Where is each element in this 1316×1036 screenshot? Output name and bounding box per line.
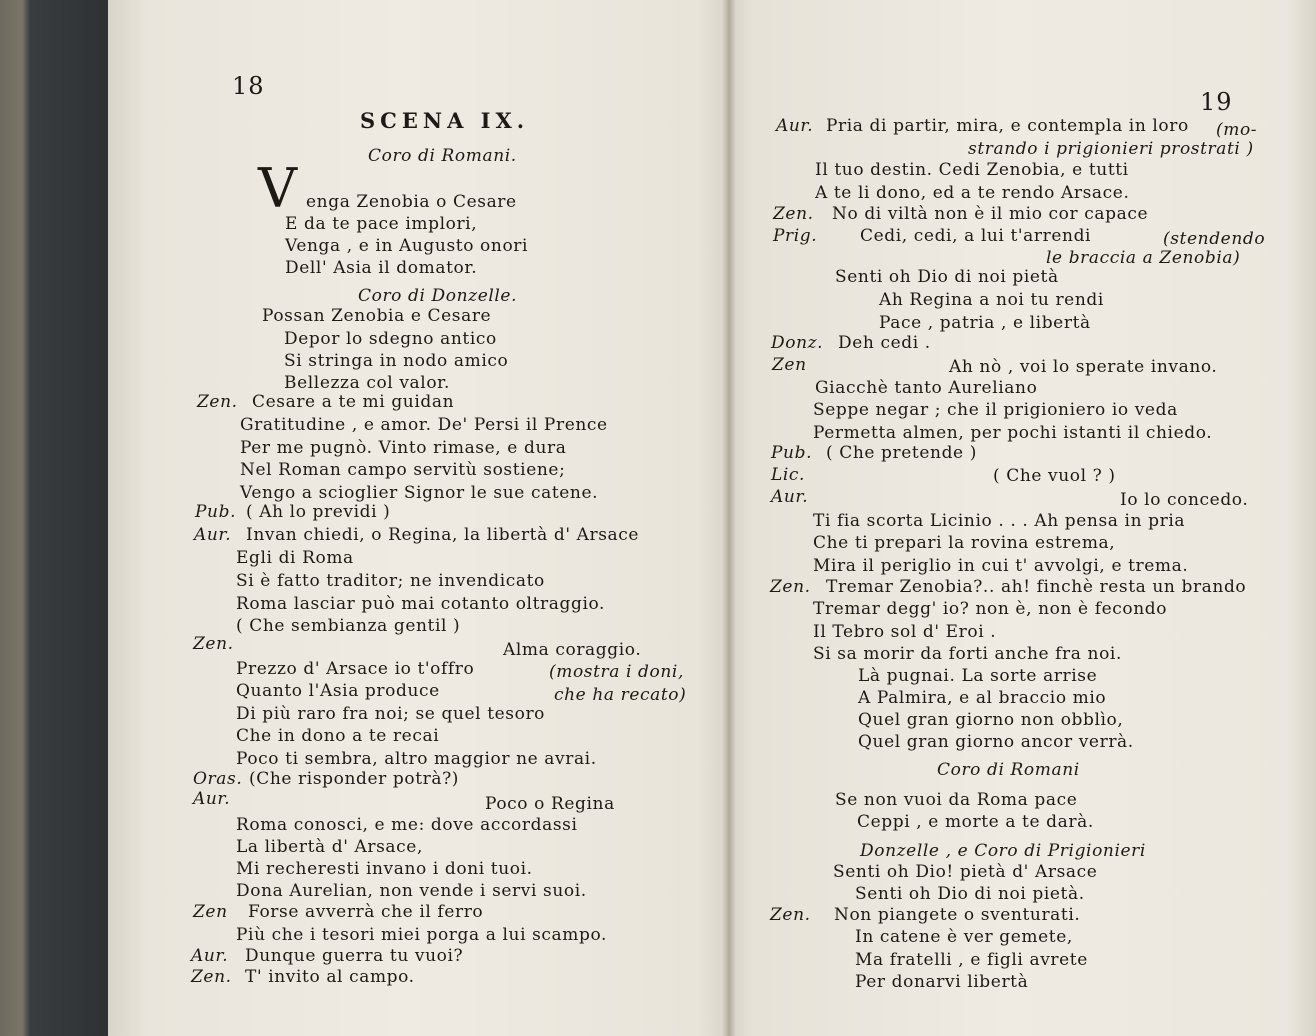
speaker-label: Pub.	[771, 443, 813, 463]
verse-line: Tremar degg' io? non è, non è fecondo	[813, 599, 1168, 619]
aria-line: Quel gran giorno ancor verrà.	[858, 732, 1134, 752]
verse-line: No di viltà non è il mio cor capace	[832, 204, 1149, 224]
speaker-label: Aur.	[771, 487, 809, 507]
verse-line: Poco ti sembra, altro maggior ne avrai.	[236, 749, 597, 769]
page-number-right: 19	[1200, 88, 1233, 116]
verse-line: Più che i tesori miei porga a lui scampo.	[236, 925, 608, 945]
verse-line: Vengo a scioglier Signor le sue catene.	[240, 483, 599, 503]
speaker-label: Donz.	[771, 333, 824, 353]
chorus2-line: Bellezza col valor.	[284, 373, 451, 393]
verse-line: Senti oh Dio di noi pietà	[835, 267, 1059, 287]
verse-line: Poco o Regina	[485, 794, 615, 814]
speaker-label: Pub.	[195, 502, 237, 522]
verse-line: Ti fia scorta Licinio . . . Ah pensa in pria	[813, 511, 1186, 531]
chorus2-line: Si stringa in nodo amico	[284, 351, 509, 371]
verse-line: Ma fratelli , e figli avrete	[855, 950, 1088, 970]
chorus-line: Senti oh Dio! pietà d' Arsace	[833, 862, 1098, 882]
speaker-label: Aur.	[193, 789, 231, 809]
verse-line: Ah nò , voi lo sperate invano.	[949, 357, 1218, 377]
verse-line: Pria di partir, mira, e contempla in loro	[826, 116, 1189, 136]
speaker-label: Zen.	[770, 577, 811, 597]
verse-line: ( Che vuol ? )	[993, 466, 1116, 486]
verse-line: T' invito al campo.	[245, 967, 415, 987]
speaker-label: Zen.	[773, 204, 814, 224]
book-gutter	[722, 0, 736, 1036]
verse-line: Nel Roman campo servitù sostiene;	[240, 460, 566, 480]
stage-direction: (mo-	[1216, 120, 1258, 140]
stage-direction: le braccia a Zenobia)	[1046, 248, 1241, 268]
speaker-label: Aur.	[194, 525, 232, 545]
verse-line: Giacchè tanto Aureliano	[815, 378, 1038, 398]
chorus-line: Se non vuoi da Roma pace	[835, 790, 1078, 810]
verse-line: Alma coraggio.	[503, 640, 642, 660]
verse-line: Che in dono a te recai	[236, 726, 440, 746]
verse-line: Mi recheresti invano i doni tuoi.	[236, 859, 533, 879]
verse-line: Pace , patria , e libertà	[879, 313, 1091, 333]
aria-line: Là pugnai. La sorte arrise	[858, 666, 1098, 686]
page-number-left: 18	[232, 72, 265, 100]
speaker-label: Aur.	[191, 946, 229, 966]
speaker-label: Prig.	[773, 226, 818, 246]
chorus-mixed-heading: Donzelle , e Coro di Prigionieri	[860, 841, 1146, 861]
chorus-romans-heading: Coro di Romani.	[368, 146, 517, 166]
verse-line: Il Tebro sol d' Eroi .	[813, 622, 997, 642]
scene-title: SCENA IX.	[360, 108, 530, 133]
verse-line: Quanto l'Asia produce	[236, 681, 440, 701]
verse-line: Invan chiedi, o Regina, la libertà d' Arsace	[246, 525, 640, 545]
aria-line: Quel gran giorno non obblìo,	[858, 710, 1124, 730]
speaker-label: Zen.	[197, 392, 238, 412]
chorus1-line: Dell' Asia il domator.	[285, 258, 478, 278]
verse-line: Deh cedi .	[838, 333, 931, 353]
verse-line: Dona Aurelian, non vende i servi suoi.	[236, 881, 587, 901]
verse-line: (Che risponder potrà?)	[249, 769, 460, 789]
speaker-label: Zen	[193, 902, 228, 922]
chorus1-line: enga Zenobia o Cesare	[306, 192, 517, 212]
verse-line: Si sa morir da forti anche fra noi.	[813, 644, 1122, 664]
verse-line: Seppe negar ; che il prigioniero io veda	[813, 400, 1178, 420]
aria-line: A Palmira, e al braccio mio	[858, 688, 1107, 708]
verse-line: ( Che pretende )	[826, 443, 977, 463]
verse-line: A te li dono, ed a te rendo Arsace.	[815, 183, 1130, 203]
verse-line: Tremar Zenobia?.. ah! finchè resta un brando	[826, 577, 1247, 597]
chorus1-line: Venga , e in Augusto onori	[285, 236, 529, 256]
chorus2-line: Possan Zenobia e Cesare	[262, 306, 492, 326]
verse-line: Roma lasciar può mai cotanto oltraggio.	[236, 594, 606, 614]
speaker-label: Lic.	[771, 465, 806, 485]
verse-line: Permetta almen, per pochi istanti il chiedo.	[813, 423, 1213, 443]
chorus2-line: Depor lo sdegno antico	[284, 329, 497, 349]
verse-line: Dunque guerra tu vuoi?	[245, 946, 464, 966]
stage-direction: che ha recato)	[554, 685, 687, 705]
verse-line: Forse avverrà che il ferro	[248, 902, 484, 922]
verse-line: Per me pugnò. Vinto rimase, e dura	[240, 438, 567, 458]
chorus-maidens-heading: Coro di Donzelle.	[358, 286, 518, 306]
verse-line: Che ti prepari la rovina estrema,	[813, 533, 1116, 553]
verse-line: Io lo concedo.	[1120, 490, 1249, 510]
stage-direction: (mostra i doni,	[549, 662, 684, 682]
verse-line: ( Ah lo previdi )	[246, 502, 391, 522]
verse-line: Prezzo d' Arsace io t'offro	[236, 659, 475, 679]
speaker-label: Oras.	[193, 769, 243, 789]
speaker-label: Zen.	[770, 905, 811, 925]
verse-line: Ah Regina a noi tu rendi	[879, 290, 1104, 310]
verse-line: Il tuo destin. Cedi Zenobia, e tutti	[815, 160, 1129, 180]
verse-line: Gratitudine , e amor. De' Persi il Prence	[240, 415, 608, 435]
verse-line: Non piangete o sventurati.	[834, 905, 1081, 925]
verse-line: Roma conosci, e me: dove accordassi	[236, 815, 578, 835]
stage-direction: (stendendo	[1163, 229, 1266, 249]
verse-line: Mira il periglio in cui t' avvolgi, e trema.	[813, 556, 1189, 576]
verse-line: Cedi, cedi, a lui t'arrendi	[860, 226, 1092, 246]
verse-line: ( Che sembianza gentil )	[236, 616, 461, 636]
stage-direction: strando i prigionieri prostrati )	[968, 139, 1254, 159]
chorus1-line: E da te pace implori,	[285, 214, 478, 234]
drop-cap: V	[258, 157, 297, 220]
verse-line: La libertà d' Arsace,	[236, 837, 423, 857]
speaker-label: Zen	[772, 355, 807, 375]
chorus-line: Senti oh Dio di noi pietà.	[855, 884, 1085, 904]
chorus-line: Ceppi , e morte a te darà.	[857, 812, 1094, 832]
verse-line: Di più raro fra noi; se quel tesoro	[236, 704, 546, 724]
verse-line: Egli di Roma	[236, 548, 354, 568]
verse-line: In catene è ver gemete,	[855, 927, 1073, 947]
verse-line: Cesare a te mi guidan	[252, 392, 455, 412]
verse-line: Per donarvi libertà	[855, 972, 1029, 992]
speaker-label: Aur.	[776, 116, 814, 136]
verse-line: Si è fatto traditor; ne invendicato	[236, 571, 545, 591]
speaker-label: Zen.	[193, 634, 234, 654]
chorus-romans-heading-right: Coro di Romani	[937, 760, 1080, 780]
speaker-label: Zen.	[191, 967, 232, 987]
